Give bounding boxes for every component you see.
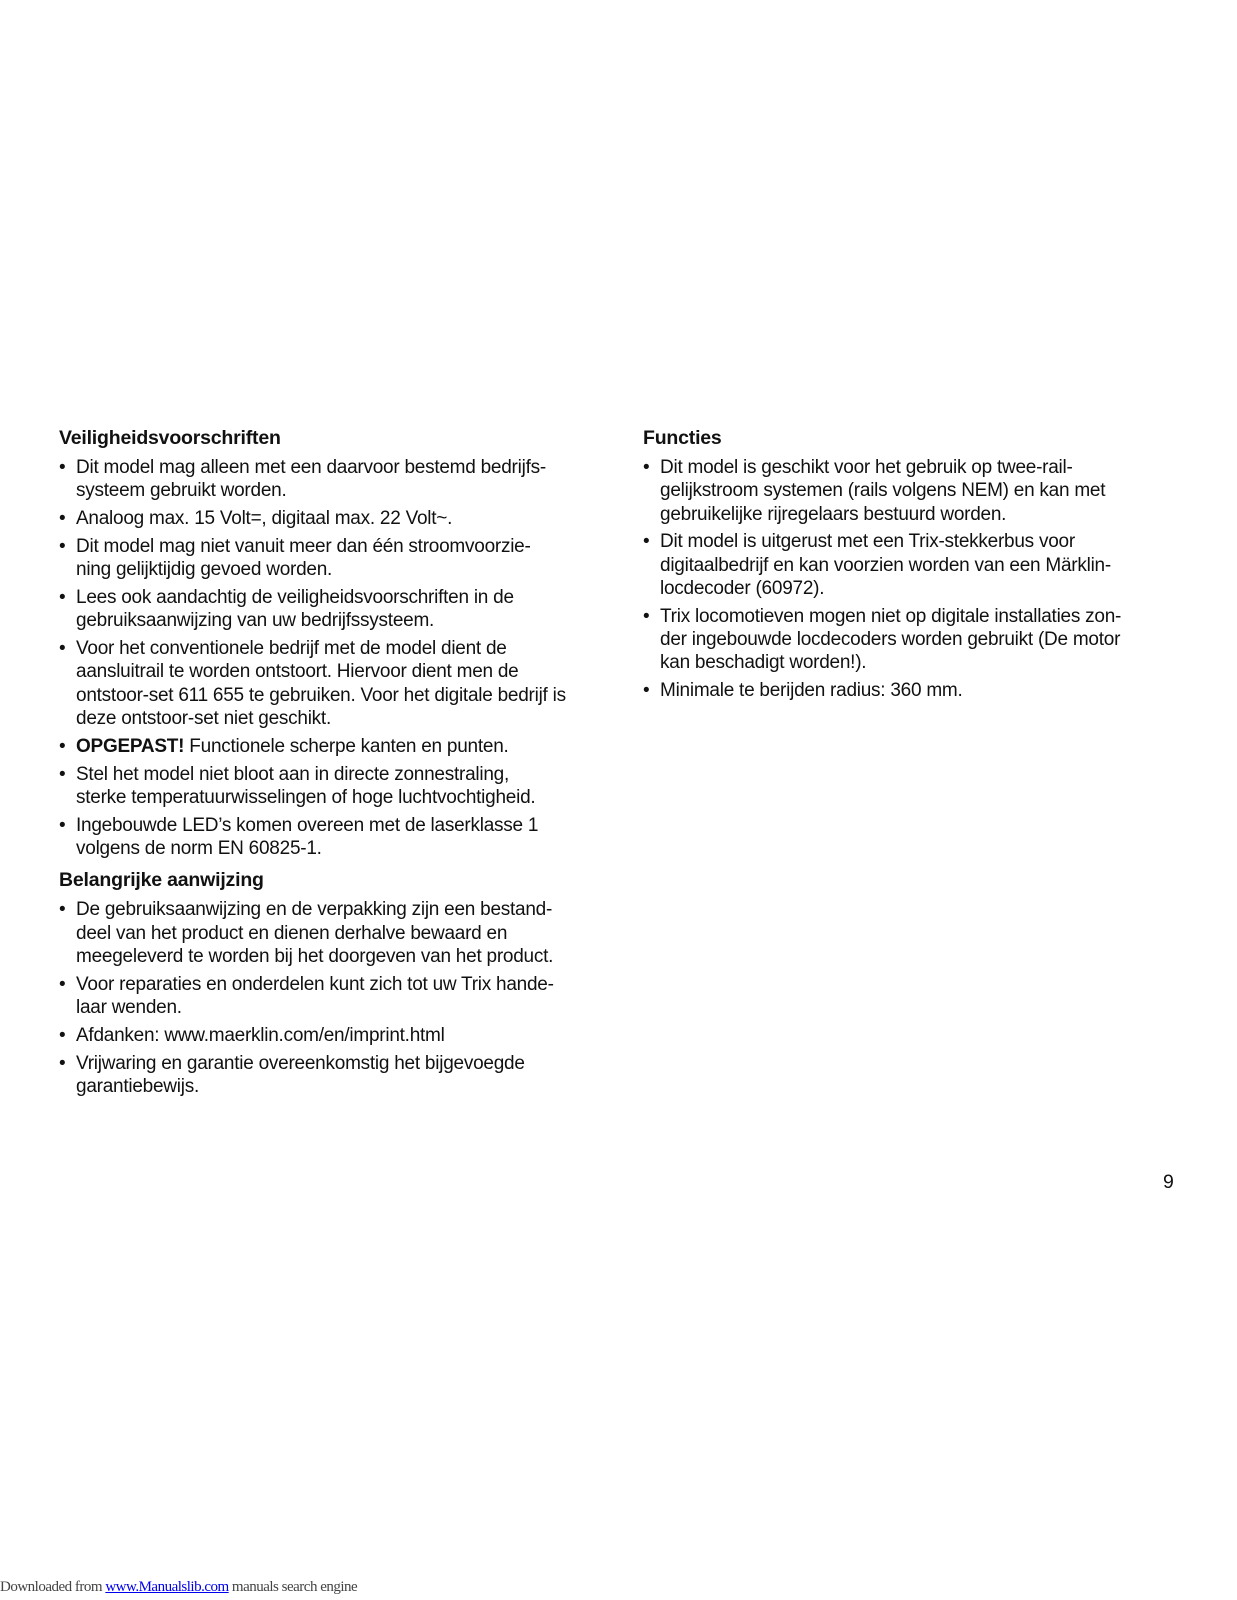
- bullet-icon: •: [59, 1052, 66, 1074]
- item-line: systeem gebruikt worden.: [76, 480, 287, 502]
- item-line: kan beschadigt worden!).: [660, 652, 867, 674]
- item-line: garantiebewijs.: [76, 1075, 199, 1097]
- item-line: Dit model mag alleen met een daarvoor bestemd bedrijfs-: [76, 457, 546, 478]
- item-line: Ingebouwde LED’s komen overeen met de laserklasse 1: [76, 814, 539, 836]
- item-line: volgens de norm EN 60825-1.: [76, 837, 322, 859]
- item-line: deze ontstoor-set niet geschikt.: [76, 707, 331, 729]
- item-line: sterke temperatuurwisselingen of hoge luchtvochtigheid.: [76, 786, 536, 808]
- item-line: gebruikelijke rijregelaars bestuurd worden.: [660, 503, 1007, 525]
- item-line: locdecoder (60972).: [660, 577, 825, 599]
- bullet-icon: •: [643, 680, 650, 702]
- safety-item: [59, 456, 587, 503]
- bullet-icon: •: [643, 457, 650, 478]
- notice-item: [59, 898, 587, 968]
- left-column: [59, 426, 587, 1103]
- item-line: meegeleverd te worden bij het doorgeven van het product.: [76, 945, 554, 967]
- bullet-icon: •: [59, 638, 66, 660]
- bullet-icon: •: [59, 1024, 66, 1046]
- right-column: [643, 426, 1183, 707]
- bullet-icon: •: [59, 973, 66, 995]
- item-line: Analoog max. 15 Volt=, digitaal max. 22 Volt~.: [76, 508, 453, 530]
- footer-prefix: Downloaded from: [0, 1579, 106, 1595]
- item-line: Voor reparaties en onderdelen kunt zich tot uw Trix hande-: [76, 973, 554, 995]
- warning-label: OPGEPAST!: [76, 735, 185, 757]
- bullet-icon: •: [59, 735, 66, 757]
- footer-suffix: manuals search engine: [228, 1579, 358, 1595]
- item-line: Lees ook aandachtig de veiligheidsvoorschriften in de: [76, 586, 514, 608]
- bullet-icon: •: [59, 508, 66, 530]
- functions-heading: Functies: [643, 427, 722, 449]
- safety-item: [59, 814, 587, 861]
- bullet-icon: •: [59, 899, 66, 921]
- item-line: Minimale te berijden radius: 360 mm.: [660, 680, 963, 702]
- functions-item: [643, 456, 1183, 526]
- notice-item: [59, 973, 587, 1020]
- item-line: deel van het product en dienen derhalve bewaard en: [76, 922, 508, 944]
- bullet-icon: •: [59, 535, 66, 557]
- bullet-icon: •: [59, 763, 66, 785]
- item-line: Trix locomotieven mogen niet op digitale installaties zon-: [660, 605, 1122, 627]
- item-line: ning gelijktijdig gevoed worden.: [76, 559, 333, 581]
- bullet-icon: •: [59, 586, 66, 608]
- bullet-icon: •: [59, 457, 66, 478]
- notice-list: [59, 898, 587, 1098]
- item-line: Stel het model niet bloot aan in directe zonnestraling,: [76, 763, 510, 785]
- safety-item: [59, 763, 587, 810]
- functions-item: [643, 679, 1183, 702]
- bullet-icon: •: [59, 814, 66, 836]
- item-line: Functionele scherpe kanten en punten.: [189, 735, 509, 757]
- functions-item: [643, 530, 1183, 600]
- notice-heading: Belangrijke aanwijzing: [59, 869, 264, 892]
- functions-item: [643, 605, 1183, 675]
- item-line: Voor het conventionele bedrijf met de model dient de: [76, 638, 507, 660]
- bullet-icon: •: [643, 605, 650, 627]
- item-line: De gebruiksaanwijzing en de verpakking zijn een bestand-: [76, 899, 553, 921]
- item-line: aansluitrail te worden ontstoort. Hiervoor dient men de: [76, 661, 519, 683]
- item-line: gebruiksaanwijzing van uw bedrijfssysteem.: [76, 610, 435, 632]
- safety-item: [59, 535, 587, 582]
- item-line: Dit model mag niet vanuit meer dan één stroomvoorzie-: [76, 535, 531, 557]
- safety-item: [59, 735, 587, 758]
- notice-item: [59, 1024, 587, 1047]
- safety-item: [59, 637, 587, 730]
- item-line: Dit model is geschikt voor het gebruik op twee-rail-: [660, 457, 1073, 478]
- manualslib-link[interactable]: www.Manualslib.com: [105, 1579, 229, 1595]
- notice-item: [59, 1052, 587, 1099]
- item-line: digitaalbedrijf en kan voorzien worden van een Märklin-: [660, 554, 1111, 576]
- bullet-icon: •: [643, 531, 650, 553]
- item-line: Vrijwaring en garantie overeenkomstig het bijgevoegde: [76, 1052, 525, 1074]
- item-line: gelijkstroom systemen (rails volgens NEM) en kan met: [660, 480, 1106, 502]
- safety-list: [59, 456, 587, 860]
- safety-item: [59, 507, 587, 530]
- safety-item: [59, 586, 587, 633]
- download-footer: [0, 1578, 357, 1596]
- item-line: laar wenden.: [76, 996, 182, 1018]
- item-line: Afdanken: www.maerklin.com/en/imprint.html: [76, 1024, 445, 1046]
- item-line: ontstoor-set 611 655 te gebruiken. Voor het digitale bedrijf is: [76, 684, 566, 706]
- safety-heading: Veiligheidsvoorschriften: [59, 427, 281, 449]
- page-number: 9: [1163, 1171, 1174, 1193]
- item-line: Dit model is uitgerust met een Trix-stekkerbus voor: [660, 531, 1075, 553]
- item-line: der ingebouwde locdecoders worden gebruikt (De motor: [660, 629, 1121, 651]
- functions-list: [643, 456, 1183, 702]
